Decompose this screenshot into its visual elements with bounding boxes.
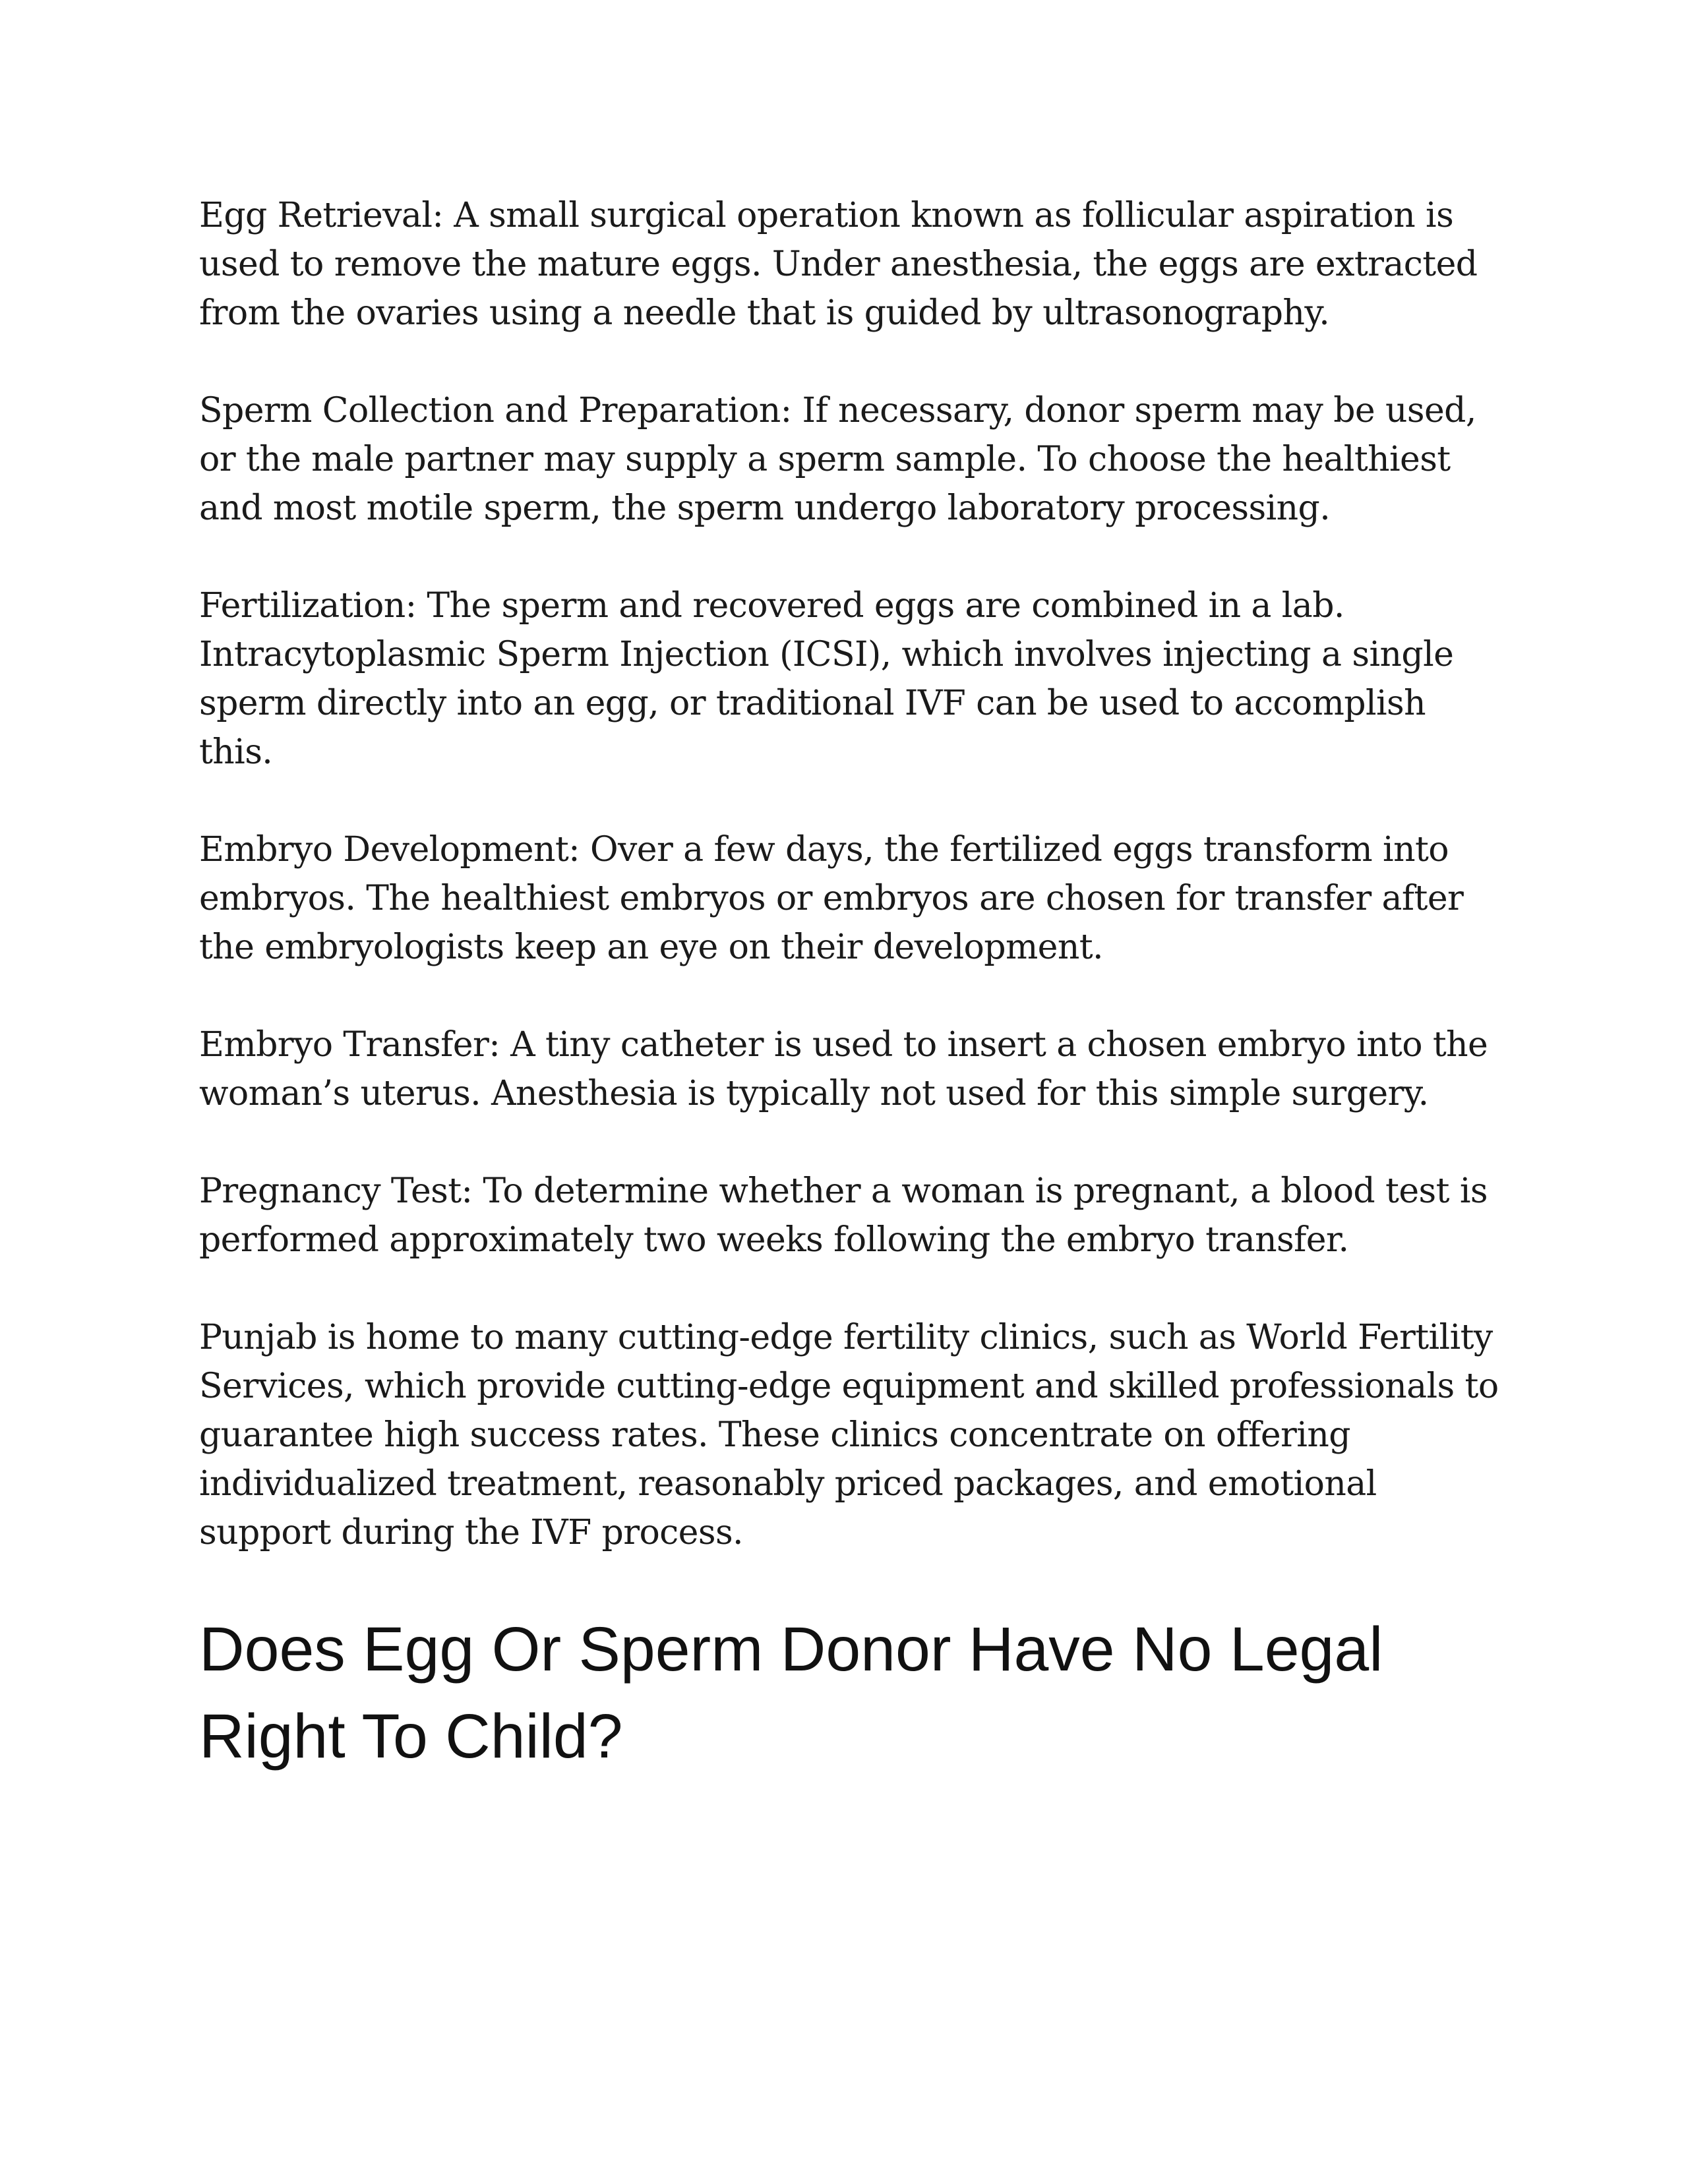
paragraph-fertilization: Fertilization: The sperm and recovered eggs are combined in a lab. Intracytoplasmic Sperm Injection (ICSI), which involves injecting a single sperm directly into an egg, or traditional IVF can be used to accomplish this.	[199, 586, 1454, 772]
paragraph-egg-retrieval: Egg Retrieval: A small surgical operation known as follicular aspiration is used to remove the mature eggs. Under anesthesia, the eggs are extracted from the ovaries using a needle that is guided by ultrasonography.	[199, 196, 1478, 333]
document-body	[199, 191, 1505, 1780]
paragraph-punjab-clinics: Punjab is home to many cutting-edge fertility clinics, such as World Fertility Services, which provide cutting-edge equipment and skilled professionals to guarantee high success rates. These clinics concentrate on offering individualized treatment, reasonably priced packages, and emotional support during the IVF process.	[199, 1318, 1499, 1552]
paragraph-pregnancy-test: Pregnancy Test: To determine whether a woman is pregnant, a blood test is performed approximately two weeks following the embryo transfer.	[199, 1171, 1488, 1260]
paragraph-embryo-transfer: Embryo Transfer: A tiny catheter is used to insert a chosen embryo into the woman’s uterus. Anesthesia is typically not used for this simple surgery.	[199, 1025, 1488, 1113]
section-heading: Does Egg Or Sperm Donor Have No Legal Right To Child?	[199, 1614, 1383, 1771]
paragraph-sperm-collection: Sperm Collection and Preparation: If necessary, donor sperm may be used, or the male partner may supply a sperm sample. To choose the healthiest and most motile sperm, the sperm undergo laboratory processing.	[199, 391, 1476, 528]
paragraph-embryo-development: Embryo Development: Over a few days, the fertilized eggs transform into embryos. The healthiest embryos or embryos are chosen for transfer after the embryologists keep an eye on their development.	[199, 830, 1464, 967]
